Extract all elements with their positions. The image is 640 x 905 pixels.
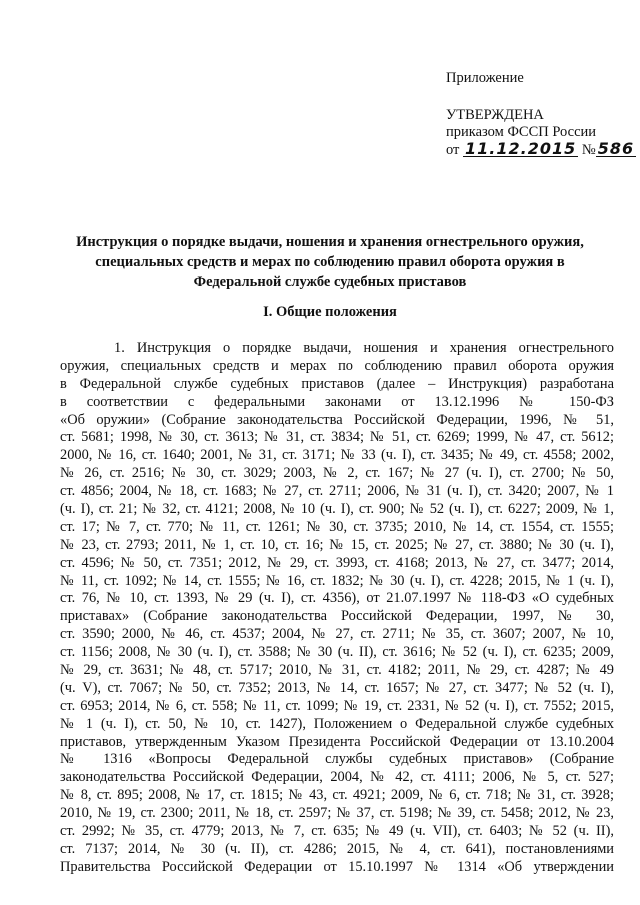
body-line: ст. 1156; 2008, № 30 (ч. I), ст. 3588; № 30 (ч. II), ст. 3616; № 52 (ч. I), ст. 6235; 2009, bbox=[60, 644, 614, 661]
title-line: Федеральной службе судебных приставов bbox=[193, 274, 467, 290]
approved-label: УТВЕРЖДЕНА bbox=[446, 107, 544, 123]
body-line: ст. 4596; № 50, ст. 7351; 2012, № 29, ст. 3993, ст. 4168; 2013, № 27, ст. 3477; 2014, bbox=[60, 554, 614, 571]
title-line: специальных средств и мерах по соблюдению правил оборота оружия в bbox=[95, 254, 565, 270]
body-line: 2010, № 19, ст. 2300; 2011, № 18, ст. 2597; № 37, ст. 5198; № 39, ст. 5458; 2012, № 23, bbox=[60, 805, 614, 822]
number-prefix: № bbox=[581, 142, 596, 158]
appendix-label: Приложение bbox=[446, 70, 524, 86]
body-line: ст. 4856; 2004, № 18, ст. 1683; № 27, ст. 2711; 2006, № 31 (ч. I), ст. 3420; 2007, № 1 bbox=[60, 483, 614, 500]
body-line: № 23, ст. 2793; 2011, № 1, ст. 10, ст. 16; № 15, ст. 2025; № 27, ст. 3880; № 30 (ч. I), bbox=[60, 536, 614, 553]
body-line: «Об оружии» (Собрание законодательства Российской Федерации, 1996, № 51, bbox=[60, 411, 614, 428]
body-line: № 8, ст. 895; 2008, № 17, ст. 1815; № 43, ст. 4921; 2009, № 6, ст. 718; № 31, ст. 3928; bbox=[60, 787, 614, 804]
body-line: № 1316 «Вопросы Федеральной службы судебных приставов» (Собрание bbox=[60, 751, 614, 768]
body-line: 1. Инструкция о порядке выдачи, ношения и хранения огнестрельного bbox=[114, 340, 614, 356]
date-number-line bbox=[446, 141, 636, 159]
section-heading: I. Общие положения bbox=[263, 304, 397, 320]
document-title bbox=[40, 232, 620, 292]
body-line: ст. 5681; 1998, № 30, ст. 3613; № 31, ст. 3834; № 51, ст. 6269; 1999, № 47, ст. 5612; bbox=[60, 429, 614, 446]
body-line: законодательства Российской Федерации, 2004, № 42, ст. 4111; 2006, № 5, ст. 527; bbox=[60, 769, 614, 786]
body-line: в соответствии с федеральными законами от 13.12.1996 № 150-ФЗ bbox=[60, 393, 614, 410]
body-line: № 1 (ч. I), ст. 50, № 10, ст. 1427), Положением о Федеральной службе судебных bbox=[60, 715, 614, 732]
body-line: приставов, утвержденным Указом Президента Российской Федерации от 13.10.2004 bbox=[60, 733, 614, 750]
body-line: 2000, № 16, ст. 1640; 2001, № 31, ст. 3171; № 33 (ч. I), ст. 3435; № 49, ст. 4558; 2002, bbox=[60, 447, 614, 464]
body-line: (ч. I), ст. 21; № 32, ст. 4121; 2008, № 10 (ч. I), ст. 900; № 52 (ч. I), ст. 6227; 2009, № 1, bbox=[60, 501, 614, 518]
handwritten-date: 11.12.2015 bbox=[465, 139, 577, 158]
body-line: ст. 6953; 2014, № 6, ст. 558; № 11, ст. 1099; № 19, ст. 2331, № 52 (ч. I), ст. 7552; 2015, bbox=[60, 697, 614, 714]
body-line: ст. 76, № 10, ст. 1393, № 29 (ч. I), ст. 4356), от 21.07.1997 № 118-ФЗ «О судебных bbox=[60, 590, 614, 607]
order-line: приказом ФССП России bbox=[446, 124, 597, 140]
body-line: ст. 7137; 2014, № 30 (ч. II), ст. 4286; 2015, № 4, ст. 641), постановлениями bbox=[60, 840, 614, 857]
handwritten-number: 586 bbox=[597, 139, 635, 158]
body-text bbox=[60, 340, 614, 877]
body-line: ст. 17; № 7, ст. 770; № 11, ст. 1261; № 30, ст. 3735; 2010, № 14, ст. 1554, ст. 1555; bbox=[60, 518, 614, 535]
body-line: ст. 2992; № 35, ст. 4779; 2013, № 7, ст. 635; № 49 (ч. VII), ст. 6403; № 52 (ч. II), bbox=[60, 823, 614, 840]
body-line: № 11, ст. 1092; № 14, ст. 1555; № 16, ст. 1832; № 30 (ч. I), ст. 4228; 2015, № 1 (ч. I), bbox=[60, 572, 614, 589]
date-prefix: от bbox=[446, 142, 460, 158]
body-line: приставах» (Собрание законодательства Российской Федерации, 1997, № 30, bbox=[60, 608, 614, 625]
body-line: Правительства Российской Федерации от 15.10.1997 № 1314 «Об утверждении bbox=[60, 858, 614, 875]
body-line: № 29, ст. 3631; № 48, ст. 5717; 2010, № 31, ст. 4182; 2011, № 29, ст. 4287; № 49 bbox=[60, 662, 614, 679]
body-line: № 26, ст. 2516; № 30, ст. 3029; 2003, № 2, ст. 167; № 27 (ч. I), ст. 2700; № 50, bbox=[60, 465, 614, 482]
title-line: Инструкция о порядке выдачи, ношения и хранения огнестрельного оружия, bbox=[76, 234, 584, 250]
approval-block bbox=[446, 107, 636, 159]
body-line: (ч. V), ст. 7067; № 50, ст. 7352; 2013, № 14, ст. 1657; № 27, ст. 3477; № 52 (ч. I), bbox=[60, 679, 614, 696]
body-line: в Федеральной службе судебных приставов (далее – Инструкция) разработана bbox=[60, 375, 614, 392]
body-line: ст. 3590; 2000, № 46, ст. 4537; 2004, № 27, ст. 2711; № 35, ст. 3607; 2007, № 10, bbox=[60, 626, 614, 643]
body-line: оружия, специальных средств и мерах по соблюдению правил оборота оружия bbox=[60, 357, 614, 374]
